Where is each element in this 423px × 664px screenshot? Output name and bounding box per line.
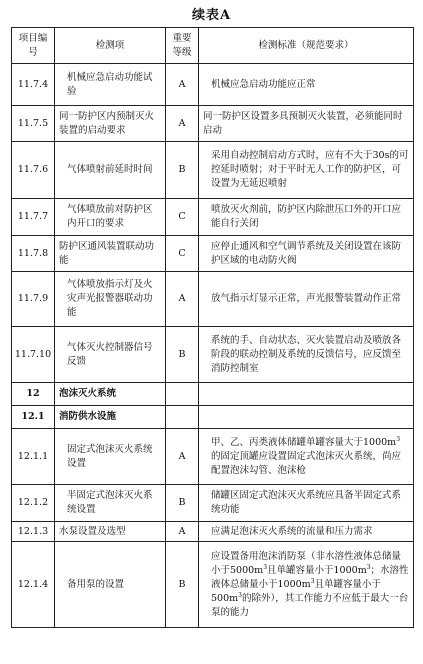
row-standard: 甲、乙、丙类液体储罐单罐容量大于$1000m^3$的固定顶罐应设置固定式泡沫灭火系统，尚应配置泡沫勾管、泡沫枪 [199, 429, 414, 485]
row-level: B [166, 142, 199, 199]
row-item: 气体喷放指示灯及火灾声光报警器联动功能 [55, 272, 166, 327]
table-title: 续表A [191, 8, 232, 23]
row-level: B [166, 327, 199, 383]
row-level: B [166, 485, 199, 522]
table-row [12, 199, 414, 236]
row-code: 11.7.10 [12, 327, 55, 383]
row-standard: 应满足泡沫灭火系统的流量和压力需求 [199, 522, 414, 542]
row-item: 气体灭火控制器信号反馈 [55, 327, 166, 383]
row-standard: 同一防护区设置多具预制灭火装置，必须能同时启动 [199, 106, 414, 142]
row-item: 同一防护区内预制灭火装置的启动要求 [55, 106, 166, 142]
row-item: 固定式泡沫灭火系统设置 [55, 429, 166, 485]
row-level: A [166, 272, 199, 327]
table-row [12, 429, 414, 485]
row-code: 11.7.5 [12, 106, 55, 142]
row-code: 11.7.7 [12, 199, 55, 236]
row-item: 防护区通风装置联动功能 [55, 236, 166, 272]
table-row [12, 542, 414, 628]
table-row [12, 327, 414, 383]
row-item: 气体喷放前对防护区内开口的要求 [55, 199, 166, 236]
row-level: A [166, 64, 199, 106]
table-row [12, 383, 414, 406]
row-standard: 采用自动控制启动方式时，应有不大于30s的可控延时喷射；对于平时无人工作的防护区，可设置为无延迟喷射 [199, 142, 414, 199]
row-standard: 储罐区固定式泡沫灭火系统应具备半固定式系统功能 [199, 485, 414, 522]
row-code: 12.1.3 [12, 522, 55, 542]
row-level: C [166, 236, 199, 272]
row-standard: 机械应急启动功能应正常 [199, 64, 414, 106]
row-level: A [166, 522, 199, 542]
row-standard: 应设置备用泡沫消防泵（非水溶性液体总储量小于$5000m^3$且单罐容量小于$1000m^3$；水溶性液体总储量小于$1000m^3$且单罐容量小于$500m^3$的除外），其工作能力不应低于最大一台泵的能力 [199, 542, 414, 628]
row-code: 12.1.4 [12, 542, 55, 628]
row-standard [199, 383, 414, 406]
row-standard: 应停止通风和空气调节系统及关闭设置在该防护区域的电动防火阀 [199, 236, 414, 272]
row-code: 12.1.1 [12, 429, 55, 485]
row-level: B [166, 542, 199, 628]
row-level: A [166, 106, 199, 142]
row-item: 消防供水设施 [55, 406, 166, 429]
row-code: 11.7.9 [12, 272, 55, 327]
header-level: 重要等级 [166, 28, 199, 64]
row-level: A [166, 429, 199, 485]
row-code: 11.7.4 [12, 64, 55, 106]
row-code: 12.1 [12, 406, 55, 429]
table-row [12, 106, 414, 142]
row-standard: 喷放灭火剂前，防护区内除泄压口外的开口应能自行关闭 [199, 199, 414, 236]
row-level [166, 406, 199, 429]
row-item: 泡沫灭火系统 [55, 383, 166, 406]
header-item: 检测项 [55, 28, 166, 64]
table-row [12, 64, 414, 106]
header-code: 项目编号 [12, 28, 55, 64]
row-code: 11.7.8 [12, 236, 55, 272]
row-standard: 放气指示灯显示正常，声光报警装置动作正常 [199, 272, 414, 327]
row-standard: 系统的手、自动状态、灭火装置启动及喷放各阶段的联动控制及系统的反馈信号，应反馈至消防控制室 [199, 327, 414, 383]
row-standard [199, 406, 414, 429]
table-row [12, 236, 414, 272]
row-code: 12 [12, 383, 55, 406]
row-item: 机械应急启动功能试验 [55, 64, 166, 106]
table-row [12, 406, 414, 429]
inspection-table [11, 27, 414, 628]
table-row [12, 272, 414, 327]
row-item: 气体喷射前延时时间 [55, 142, 166, 199]
header-standard: 检测标准（规范要求） [199, 28, 414, 64]
row-level: C [166, 199, 199, 236]
row-item: 半固定式泡沫灭火系统设置 [55, 485, 166, 522]
table-row [12, 485, 414, 522]
row-item: 水泵设置及选型 [55, 522, 166, 542]
row-code: 11.7.6 [12, 142, 55, 199]
header-row [12, 28, 414, 64]
row-code: 12.1.2 [12, 485, 55, 522]
row-item: 备用泵的设置 [55, 542, 166, 628]
row-level [166, 383, 199, 406]
table-row [12, 522, 414, 542]
table-row [12, 142, 414, 199]
